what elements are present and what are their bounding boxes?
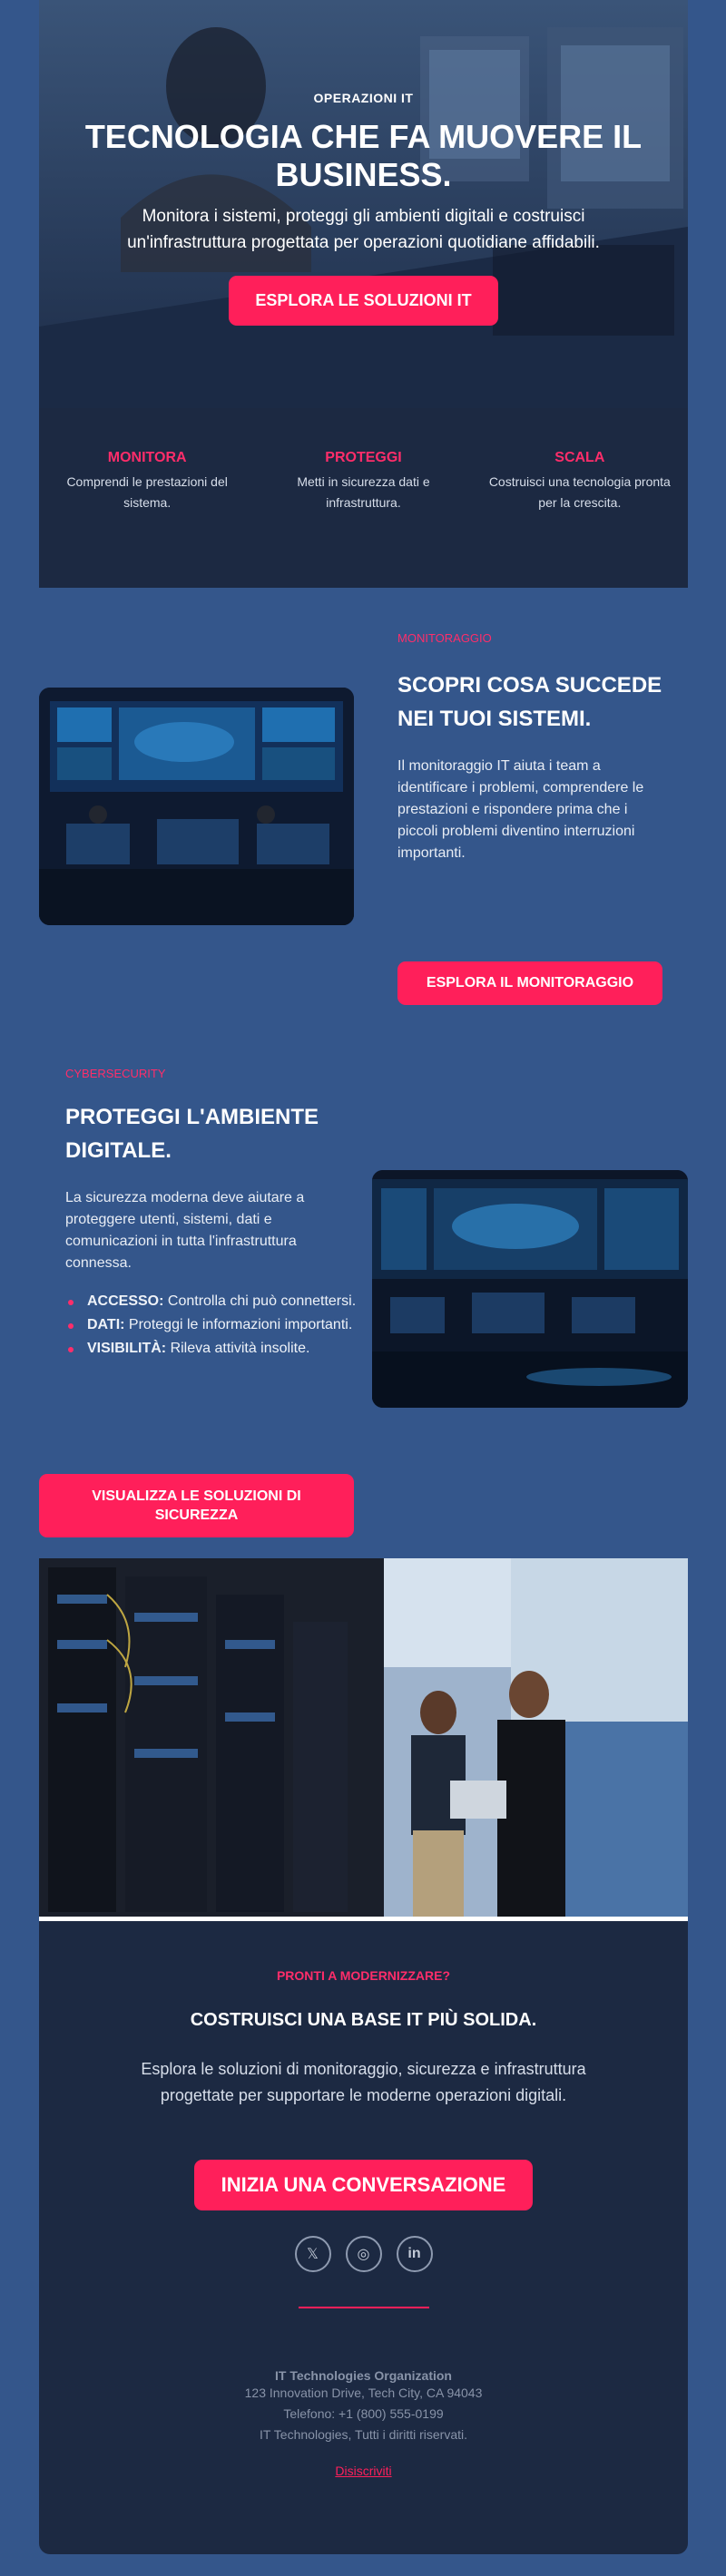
footer-org: IT Technologies Organization: [275, 2368, 452, 2383]
bullet-label: ACCESSO:: [87, 1293, 164, 1309]
monitoring-title: SCOPRI COSA SUCCEDE NEI TUOI SISTEMI.: [397, 673, 662, 731]
view-security-solutions-button[interactable]: VISUALIZZA LE SOLUZIONI DI SICUREZZA: [39, 1474, 354, 1537]
footer-rights: IT Technologies, Tutti i diritti riservati.: [259, 2427, 468, 2442]
monitoring-section: [39, 588, 688, 1032]
list-item: [65, 1338, 365, 1360]
cta-section: [39, 1921, 688, 2554]
pillar-desc: Comprendi le prestazioni del sistema.: [66, 474, 228, 510]
pillar-desc: Metti in sicurezza dati e infrastruttura.: [297, 474, 430, 510]
hero-text: [39, 91, 688, 326]
security-title: PROTEGGI L'AMBIENTE DIGITALE.: [65, 1105, 319, 1163]
security-body: La sicurezza moderna deve aiutare a proteggere utenti, sistemi, dati e comunicazioni in tutta l'infrastruttura connessa.: [65, 1190, 305, 1271]
pillar-title: MONITORA: [107, 450, 187, 465]
cta-title: COSTRUISCI UNA BASE IT PIÙ SOLIDA.: [190, 2010, 537, 2030]
pillar-scale: [472, 450, 688, 588]
explore-monitoring-button[interactable]: ESPLORA IL MONITORAGGIO: [397, 961, 662, 1005]
hero-title: TECNOLOGIA CHE FA MUOVERE IL BUSINESS.: [84, 118, 643, 193]
hero-eyebrow: OPERAZIONI IT: [313, 91, 414, 105]
pillar-title: SCALA: [554, 450, 605, 465]
linkedin-icon[interactable]: in: [397, 2236, 433, 2272]
bullet-text: Controlla chi può connettersi.: [167, 1293, 357, 1309]
explore-solutions-button[interactable]: ESPLORA LE SOLUZIONI IT: [229, 276, 497, 326]
social-links: [39, 2236, 688, 2272]
cta-eyebrow: PRONTI A MODERNIZZARE?: [276, 1968, 451, 1983]
pillar-monitor: [39, 450, 255, 588]
pillar-desc: Costruisci una tecnologia pronta per la crescita.: [488, 474, 671, 510]
monitoring-photo: [39, 688, 354, 925]
pillars-section: [39, 408, 688, 588]
hero-subtitle: Monitora i sistemi, proteggi gli ambienti digitali e costruisci un'infrastruttura progettata per operazioni quotidiane affidabili.: [127, 207, 600, 252]
monitoring-body: Il monitoraggio IT aiuta i team a identificare i problemi, comprendere le prestazioni e rispondere prima che i piccoli problemi diventino interruzioni importanti.: [397, 758, 644, 861]
instagram-icon[interactable]: ◎: [346, 2236, 382, 2272]
bullet-text: Rileva attività insolite.: [170, 1341, 310, 1356]
security-bullets: [65, 1291, 365, 1360]
monitoring-content: [397, 631, 670, 864]
list-item: [65, 1291, 365, 1312]
monitoring-eyebrow: MONITORAGGIO: [397, 631, 492, 645]
hero-section: [39, 0, 688, 408]
datacenter-photo: [39, 1558, 688, 1921]
footer-divider: [299, 2307, 429, 2308]
security-content: [65, 1067, 365, 1361]
bullet-label: VISIBILITÀ:: [87, 1341, 167, 1356]
security-section: [39, 1032, 688, 1558]
security-eyebrow: CYBERSECURITY: [65, 1067, 166, 1080]
footer-address: 123 Innovation Drive, Tech City, CA 94043: [244, 2386, 483, 2400]
pillar-protect: [255, 450, 471, 588]
pillar-title: PROTEGGI: [325, 450, 402, 465]
cta-subtitle: Esplora le soluzioni di monitoraggio, sicurezza e infrastruttura progettate per supportare le moderne operazioni digitali.: [141, 2060, 586, 2104]
bullet-text: Proteggi le informazioni importanti.: [128, 1317, 353, 1332]
security-photo: [372, 1170, 688, 1408]
unsubscribe-link[interactable]: Disiscriviti: [335, 2464, 392, 2478]
list-item: [65, 1314, 365, 1336]
start-conversation-button[interactable]: INIZIA UNA CONVERSAZIONE: [194, 2160, 534, 2210]
footer-phone: Telefono: +1 (800) 555-0199: [283, 2406, 444, 2421]
x-icon[interactable]: 𝕏: [295, 2236, 331, 2272]
bullet-label: DATI:: [87, 1317, 125, 1332]
